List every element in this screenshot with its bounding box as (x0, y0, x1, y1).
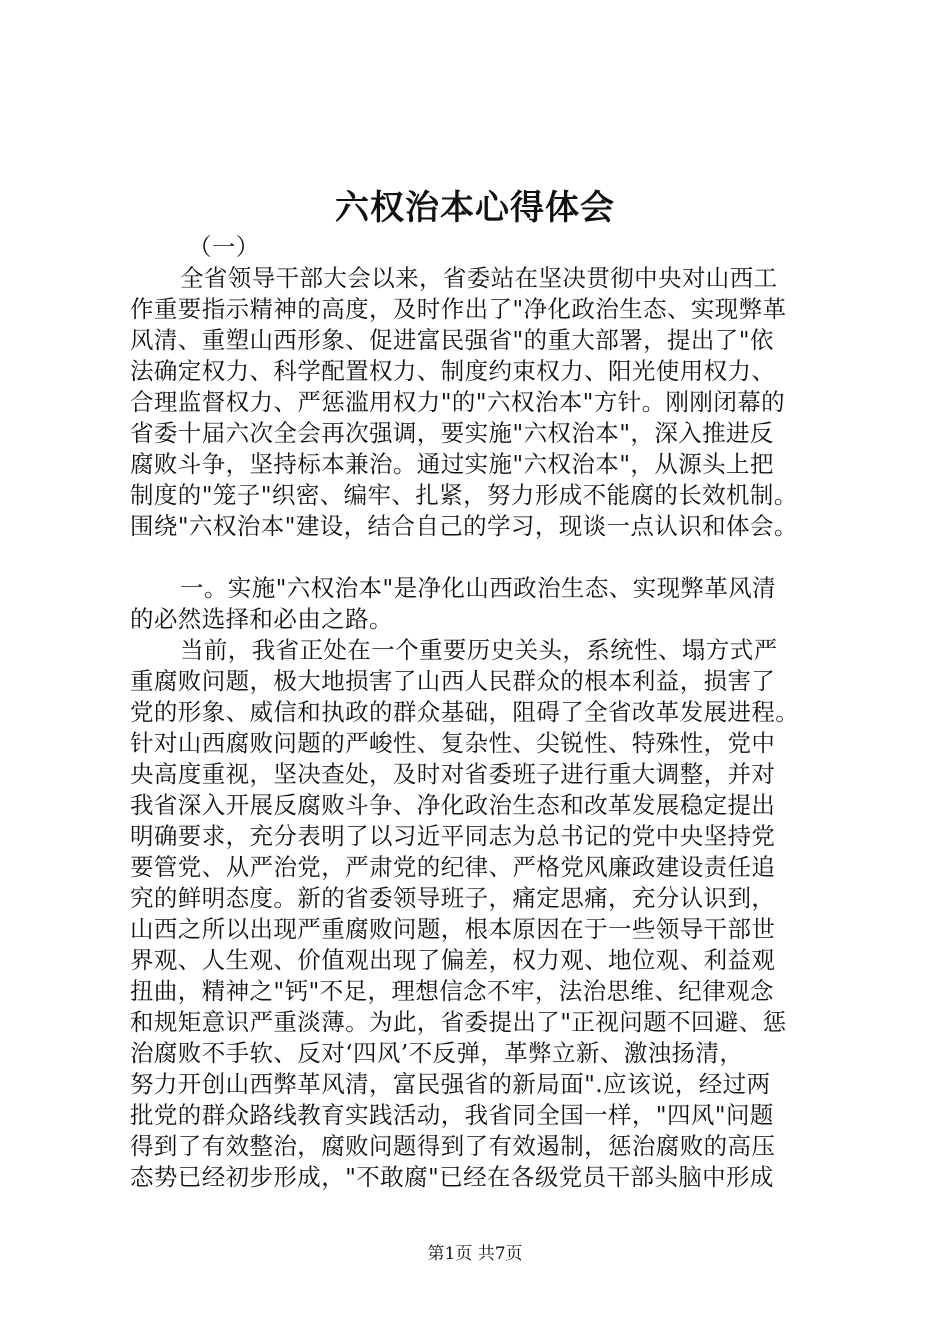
paragraph-line: 腐败斗争，坚持标本兼治。通过实施"六权治本"，从源头上把 (130, 450, 774, 478)
paragraph-line: 制度的"笼子"织密、编牢、扎紧，努力形成不能腐的长效机制。 (130, 481, 798, 509)
blank-line (130, 542, 836, 573)
paragraph-line: 作重要指示精神的高度，及时作出了"净化政治生态、实现弊革 (130, 295, 787, 323)
paragraph-line: 批党的群众路线教育实践活动，我省同全国一样，"四风"问题 (130, 1101, 774, 1129)
paragraph-line: 和规矩意识严重淡薄。为此，省委提出了"正视问题不回避、惩 (130, 1008, 787, 1036)
paragraph-line: 央高度重视，坚决查处，及时对省委班子进行重大调整，并对 (130, 760, 776, 788)
paragraph-line: 要管党、从严治党，严肃党的纪律、严格党风廉政建设责任追 (130, 853, 776, 881)
paragraph-line: 党的形象、威信和执政的群众基础，阻碍了全省改革发展进程。 (130, 698, 800, 726)
paragraph-line: 合理监督权力、严惩滥用权力"的"六权治本"方针。刚刚闭幕的 (130, 388, 786, 416)
section-heading-line: 的必然选择和必由之路。 (130, 605, 393, 633)
paragraph-line: 针对山西腐败问题的严峻性、复杂性、尖锐性、特殊性，党中 (130, 729, 776, 757)
document-body (130, 232, 836, 1193)
paragraph-line: 省委十届六次全会再次强调，要实施"六权治本"，深入推进反 (130, 419, 774, 447)
document-title: 六权治本心得体会 (335, 188, 615, 228)
page-footer: 第1页 共7页 (427, 1244, 523, 1264)
paragraph-line: 全省领导干部大会以来，省委站在坚决贯彻中央对山西工 (180, 264, 778, 292)
paragraph-line: 风清、重塑山西形象、促进富民强省"的重大部署，提出了"依 (130, 326, 774, 354)
paragraph-line: 山西之所以出现严重腐败问题，根本原因在于一些领导干部世 (130, 915, 776, 943)
paragraph-line: 明确要求，充分表明了以习近平同志为总书记的党中央坚持党 (130, 822, 776, 850)
paragraph-line: 扭曲，精神之"钙"不足，理想信念不牢，法治思维、纪律观念 (130, 977, 774, 1005)
section-heading-line: 一。实施"六权治本"是净化山西政治生态、实现弊革风清 (180, 574, 777, 602)
paragraph-line: 围绕"六权治本"建设，结合自己的学习，现谈一点认识和体会。 (130, 512, 798, 540)
paragraph-line: 态势已经初步形成，"不敢腐"已经在各级党员干部头脑中形成 (130, 1163, 774, 1191)
paragraph-line: 当前，我省正处在一个重要历史关头，系统性、塌方式严 (180, 636, 778, 664)
paragraph-line: 法确定权力、科学配置权力、制度约束权力、阳光使用权力、 (130, 357, 776, 385)
paragraph-line: 界观、人生观、价值观出现了偏差，权力观、地位观、利益观 (130, 946, 776, 974)
paragraph-line: 努力开创山西弊革风清，富民强省的新局面".应该说，经过两 (130, 1070, 771, 1098)
section-marker: （一） (188, 233, 260, 261)
paragraph-line: 我省深入开展反腐败斗争、净化政治生态和改革发展稳定提出 (130, 791, 776, 819)
paragraph-line: 重腐败问题，极大地损害了山西人民群众的根本利益，损害了 (130, 667, 776, 695)
paragraph-line: 治腐败不手软、反对‘四风’不反弹，革弊立新、激浊扬清， (130, 1039, 744, 1067)
paragraph-line: 究的鲜明态度。新的省委领导班子，痛定思痛，充分认识到， (130, 884, 776, 912)
paragraph-line: 得到了有效整治，腐败问题得到了有效遏制，惩治腐败的高压 (130, 1132, 776, 1160)
